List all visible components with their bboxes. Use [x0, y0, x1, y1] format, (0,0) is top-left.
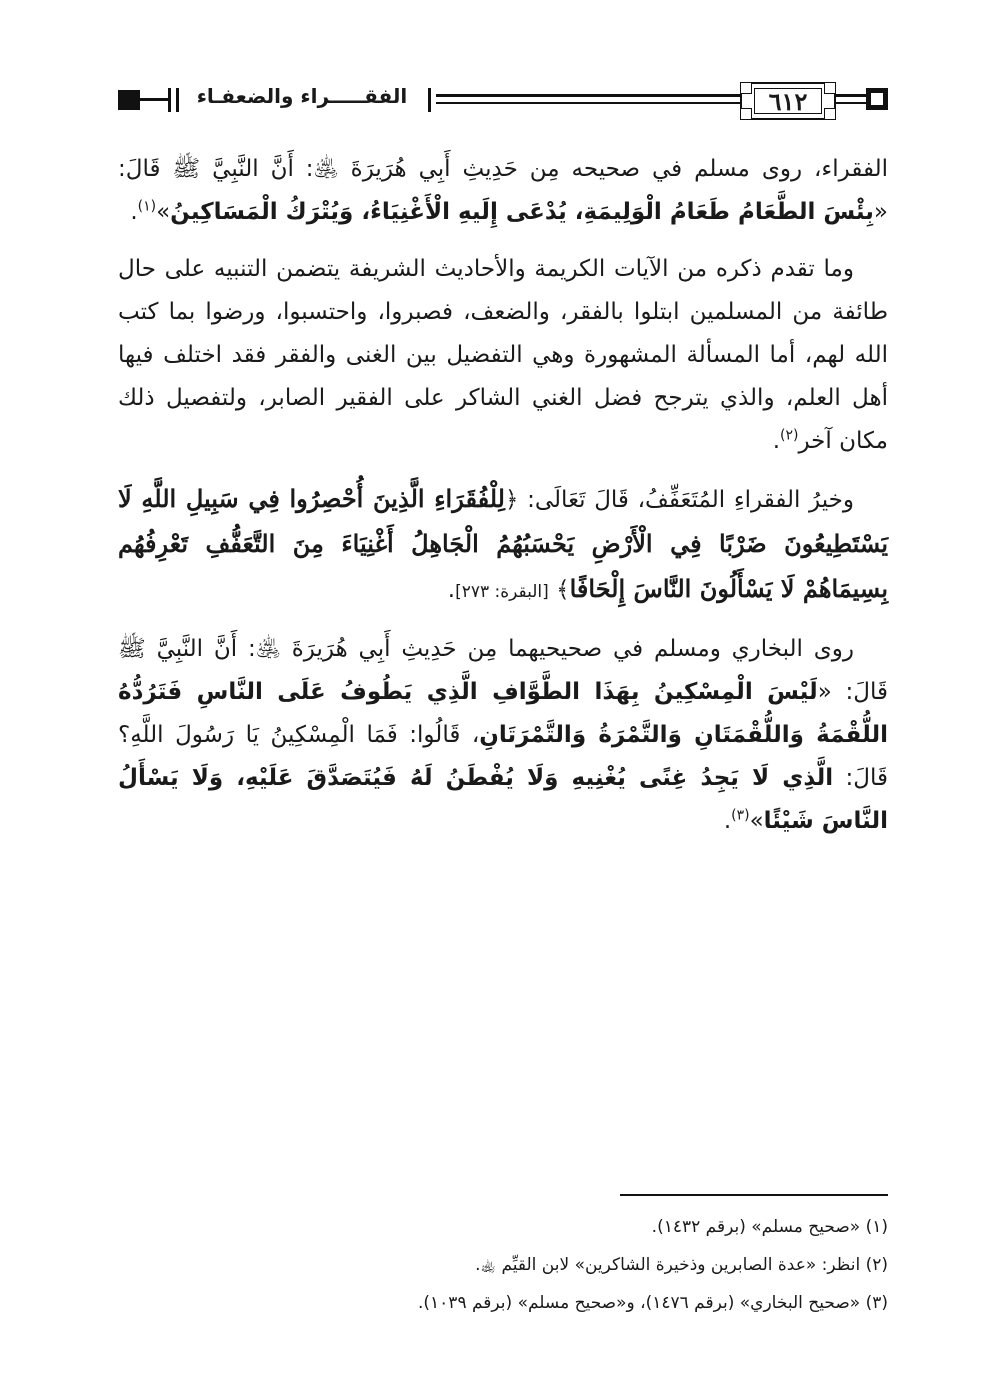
header-right-block [866, 88, 888, 110]
paragraph-4: روى البخاري ومسلم في صحيحيهما مِن حَدِيثِ أَبِي هُرَيرَةَ ﵁: أَنَّ النَّبِيَّ ﷺ قَالَ: «لَيْسَ الْمِسْكِينُ بِهَذَا الطَّوَّافِ الَّذِي يَطُوفُ عَلَى النَّاسِ فَتَرُدُّهُ اللُّقْمَةُ وَاللُّقْمَتَانِ وَالتَّمْرَةُ وَالتَّمْرَتَانِ، قَالُوا: فَمَا الْمِسْكِينُ يَا رَسُولَ اللَّهِ؟ قَالَ: الَّذِي لَا يَجِدُ غِنًى يُغْنِيهِ وَلَا يُفْطَنُ لَهُ فَيُتَصَدَّقَ عَلَيْهِ، وَلَا يَسْأَلُ النَّاسَ شَيْئًا»$^{(٣)}$. [118, 636, 888, 834]
header-rule [836, 102, 866, 104]
header-rule [436, 94, 740, 97]
footnote-2: (٢) انظر: «عدة الصابرين وذخيرة الشاكرين» لابن القيِّم ﵀. [475, 1255, 888, 1275]
running-title: الفقـــــراء والضعفـاء [196, 84, 408, 108]
main-text [118, 148, 888, 857]
paragraph-2: وما تقدم ذكره من الآيات الكريمة والأحاديث الشريفة يتضمن التنبيه على حال طائفة من المسلمين ابتلوا بالفقر، والضعف، فصبروا، واحتسبوا، ورضوا بما كتب الله لهم، أما المسألة المشهورة وهي التفضيل بين الغنى والفقر فقد اختلف فيها أهل العلم، والذي يترجح فضل الغني الشاكر على الفقير الصابر، ولتفصيل ذلك مكان آخر$^{(٢)}$. [118, 256, 888, 454]
footnote-ref: (٢) [780, 427, 799, 444]
verse-reference: [البقرة: ٢٧٣] [455, 582, 549, 602]
header-divider [428, 88, 431, 112]
footnote-ref: (٣) [731, 807, 750, 824]
header-left-block [118, 90, 140, 110]
paragraph-3: وخيرُ الفقراءِ المُتَعَفِّفُ، قَالَ تَعَالَى: ﴿لِلْفُقَرَاءِ الَّذِينَ أُحْصِرُوا فِي سَبِيلِ اللَّهِ لَا يَسْتَطِيعُونَ ضَرْبًا فِي الْأَرْضِ يَحْسَبُهُمُ الْجَاهِلُ أَغْنِيَاءَ مِنَ التَّعَفُّفِ تَعْرِفُهُم بِسِيمَاهُمْ لَا يَسْأَلُونَ النَّاسَ إِلْحَافًا﴾ [البقرة: ٢٧٣]. [118, 484, 888, 603]
header-divider [176, 88, 179, 112]
paragraph-1: الفقراء، روى مسلم في صحيحه مِن حَدِيثِ أَبِي هُرَيرَةَ ﵁: أَنَّ النَّبِيَّ ﷺ قَالَ: «بِئْسَ الطَّعَامُ طَعَامُ الْوَلِيمَةِ، يُدْعَى إِلَيهِ الْأَغْنِيَاءُ، وَيُتْرَكُ الْمَسَاكِينُ»$^{(١)}$. [118, 156, 888, 225]
header-rule [836, 94, 866, 97]
footnote-3: (٣) «صحيح البخاري» (برقم ١٤٧٦)، و«صحيح مسلم» (برقم ١٠٣٩). [418, 1293, 888, 1313]
footnote-ref: (١) [137, 198, 157, 215]
hadith-text: الَّذِي لَا يَجِدُ غِنًى يُغْنِيهِ وَلَا يُفْطَنُ لَهُ فَيُتَصَدَّقَ عَلَيْهِ، وَلَا يَسْأَلُ النَّاسَ شَيْئًا [118, 765, 888, 834]
page-number-frame [740, 82, 836, 120]
footnote-separator [620, 1194, 888, 1196]
footnotes [118, 1208, 888, 1322]
quran-verse: لِلْفُقَرَاءِ الَّذِينَ أُحْصِرُوا فِي سَبِيلِ اللَّهِ لَا يَسْتَطِيعُونَ ضَرْبًا فِي الْأَرْضِ يَحْسَبُهُمُ الْجَاهِلُ أَغْنِيَاءَ مِنَ التَّعَفُّفِ تَعْرِفُهُم بِسِيمَاهُمْ لَا يَسْأَلُونَ النَّاسَ إِلْحَافًا [118, 484, 888, 603]
header-rule [140, 98, 168, 101]
footnote-1: (١) «صحيح مسلم» (برقم ١٤٣٢). [651, 1217, 888, 1237]
page-number: ٦١٢ [768, 87, 808, 116]
page-header [118, 82, 888, 124]
hadith-text: بِئْسَ الطَّعَامُ طَعَامُ الْوَلِيمَةِ، يُدْعَى إِلَيهِ الْأَغْنِيَاءُ، وَيُتْرَكُ الْمَسَاكِينُ [170, 199, 874, 225]
header-divider [168, 88, 171, 112]
header-rule [436, 102, 740, 104]
hadith-text: لَيْسَ الْمِسْكِينُ بِهَذَا الطَّوَّافِ الَّذِي يَطُوفُ عَلَى النَّاسِ فَتَرُدُّهُ اللُّقْمَةُ وَاللُّقْمَتَانِ وَالتَّمْرَةُ وَالتَّمْرَتَانِ [118, 679, 888, 748]
